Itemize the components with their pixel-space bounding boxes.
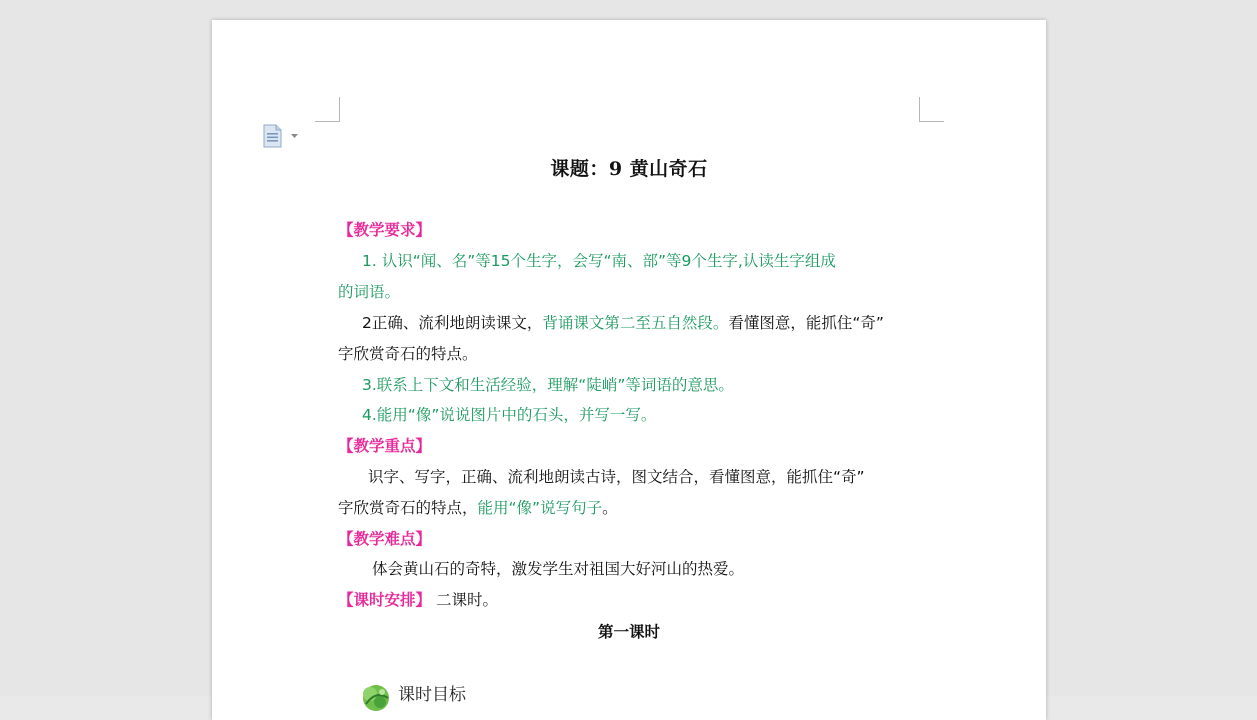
requirement-2-text-c: 看懂图意，能抓住“奇” <box>728 314 884 332</box>
requirement-2-line-2: 字欣赏奇石的特点。 <box>338 345 478 363</box>
focus-text-b: 能用“像”说写句子 <box>477 499 603 517</box>
focus-heading: 【教学重点】 <box>338 437 432 455</box>
requirement-3: 3.联系上下文和生活经验，理解“陡峭”等词语的意思。 <box>362 376 734 394</box>
paste-options-button[interactable] <box>262 124 306 148</box>
top-left-margin-marker <box>315 97 340 122</box>
document-page[interactable] <box>212 20 1046 720</box>
requirement-2-text-b: 背诵课文第二至五自然段。 <box>542 314 729 332</box>
section-label: 课时目标 <box>398 685 466 705</box>
requirement-2-line-1 <box>362 313 884 333</box>
focus-text-a: 字欣赏奇石的特点， <box>338 499 478 517</box>
requirement-1-line-2: 的词语。 <box>338 283 401 301</box>
requirement-1-line-1: 1. 认识“闻、名”等15个生字，会写“南、部”等9个生字,认读生字组成 <box>362 252 836 270</box>
requirement-2-text-a: 2正确、流利地朗读课文， <box>362 314 543 332</box>
focus-line-2 <box>338 498 618 518</box>
schedule-line <box>338 590 498 610</box>
green-leaf-logo <box>356 674 396 714</box>
requirement-4: 4.能用“像”说说图片中的石头，并写一写。 <box>362 406 657 424</box>
schedule-heading: 【课时安排】 <box>338 591 432 609</box>
page-title: 课题：9 黄山奇石 <box>550 158 708 180</box>
difficulty-line: 体会黄山石的奇特，激发学生对祖国大好河山的热爱。 <box>372 560 745 578</box>
chevron-down-icon <box>291 134 298 138</box>
focus-text-c: 。 <box>602 499 618 517</box>
schedule-value: 二课时。 <box>435 591 498 609</box>
top-right-margin-marker <box>919 97 944 122</box>
lesson-heading: 第一课时 <box>597 623 660 641</box>
document-icon <box>262 124 306 148</box>
difficulty-heading: 【教学难点】 <box>338 530 432 548</box>
requirements-heading: 【教学要求】 <box>338 221 432 239</box>
focus-line-1: 识字、写字，正确、流利地朗读古诗，图文结合，看懂图意，能抓住“奇” <box>368 468 865 486</box>
